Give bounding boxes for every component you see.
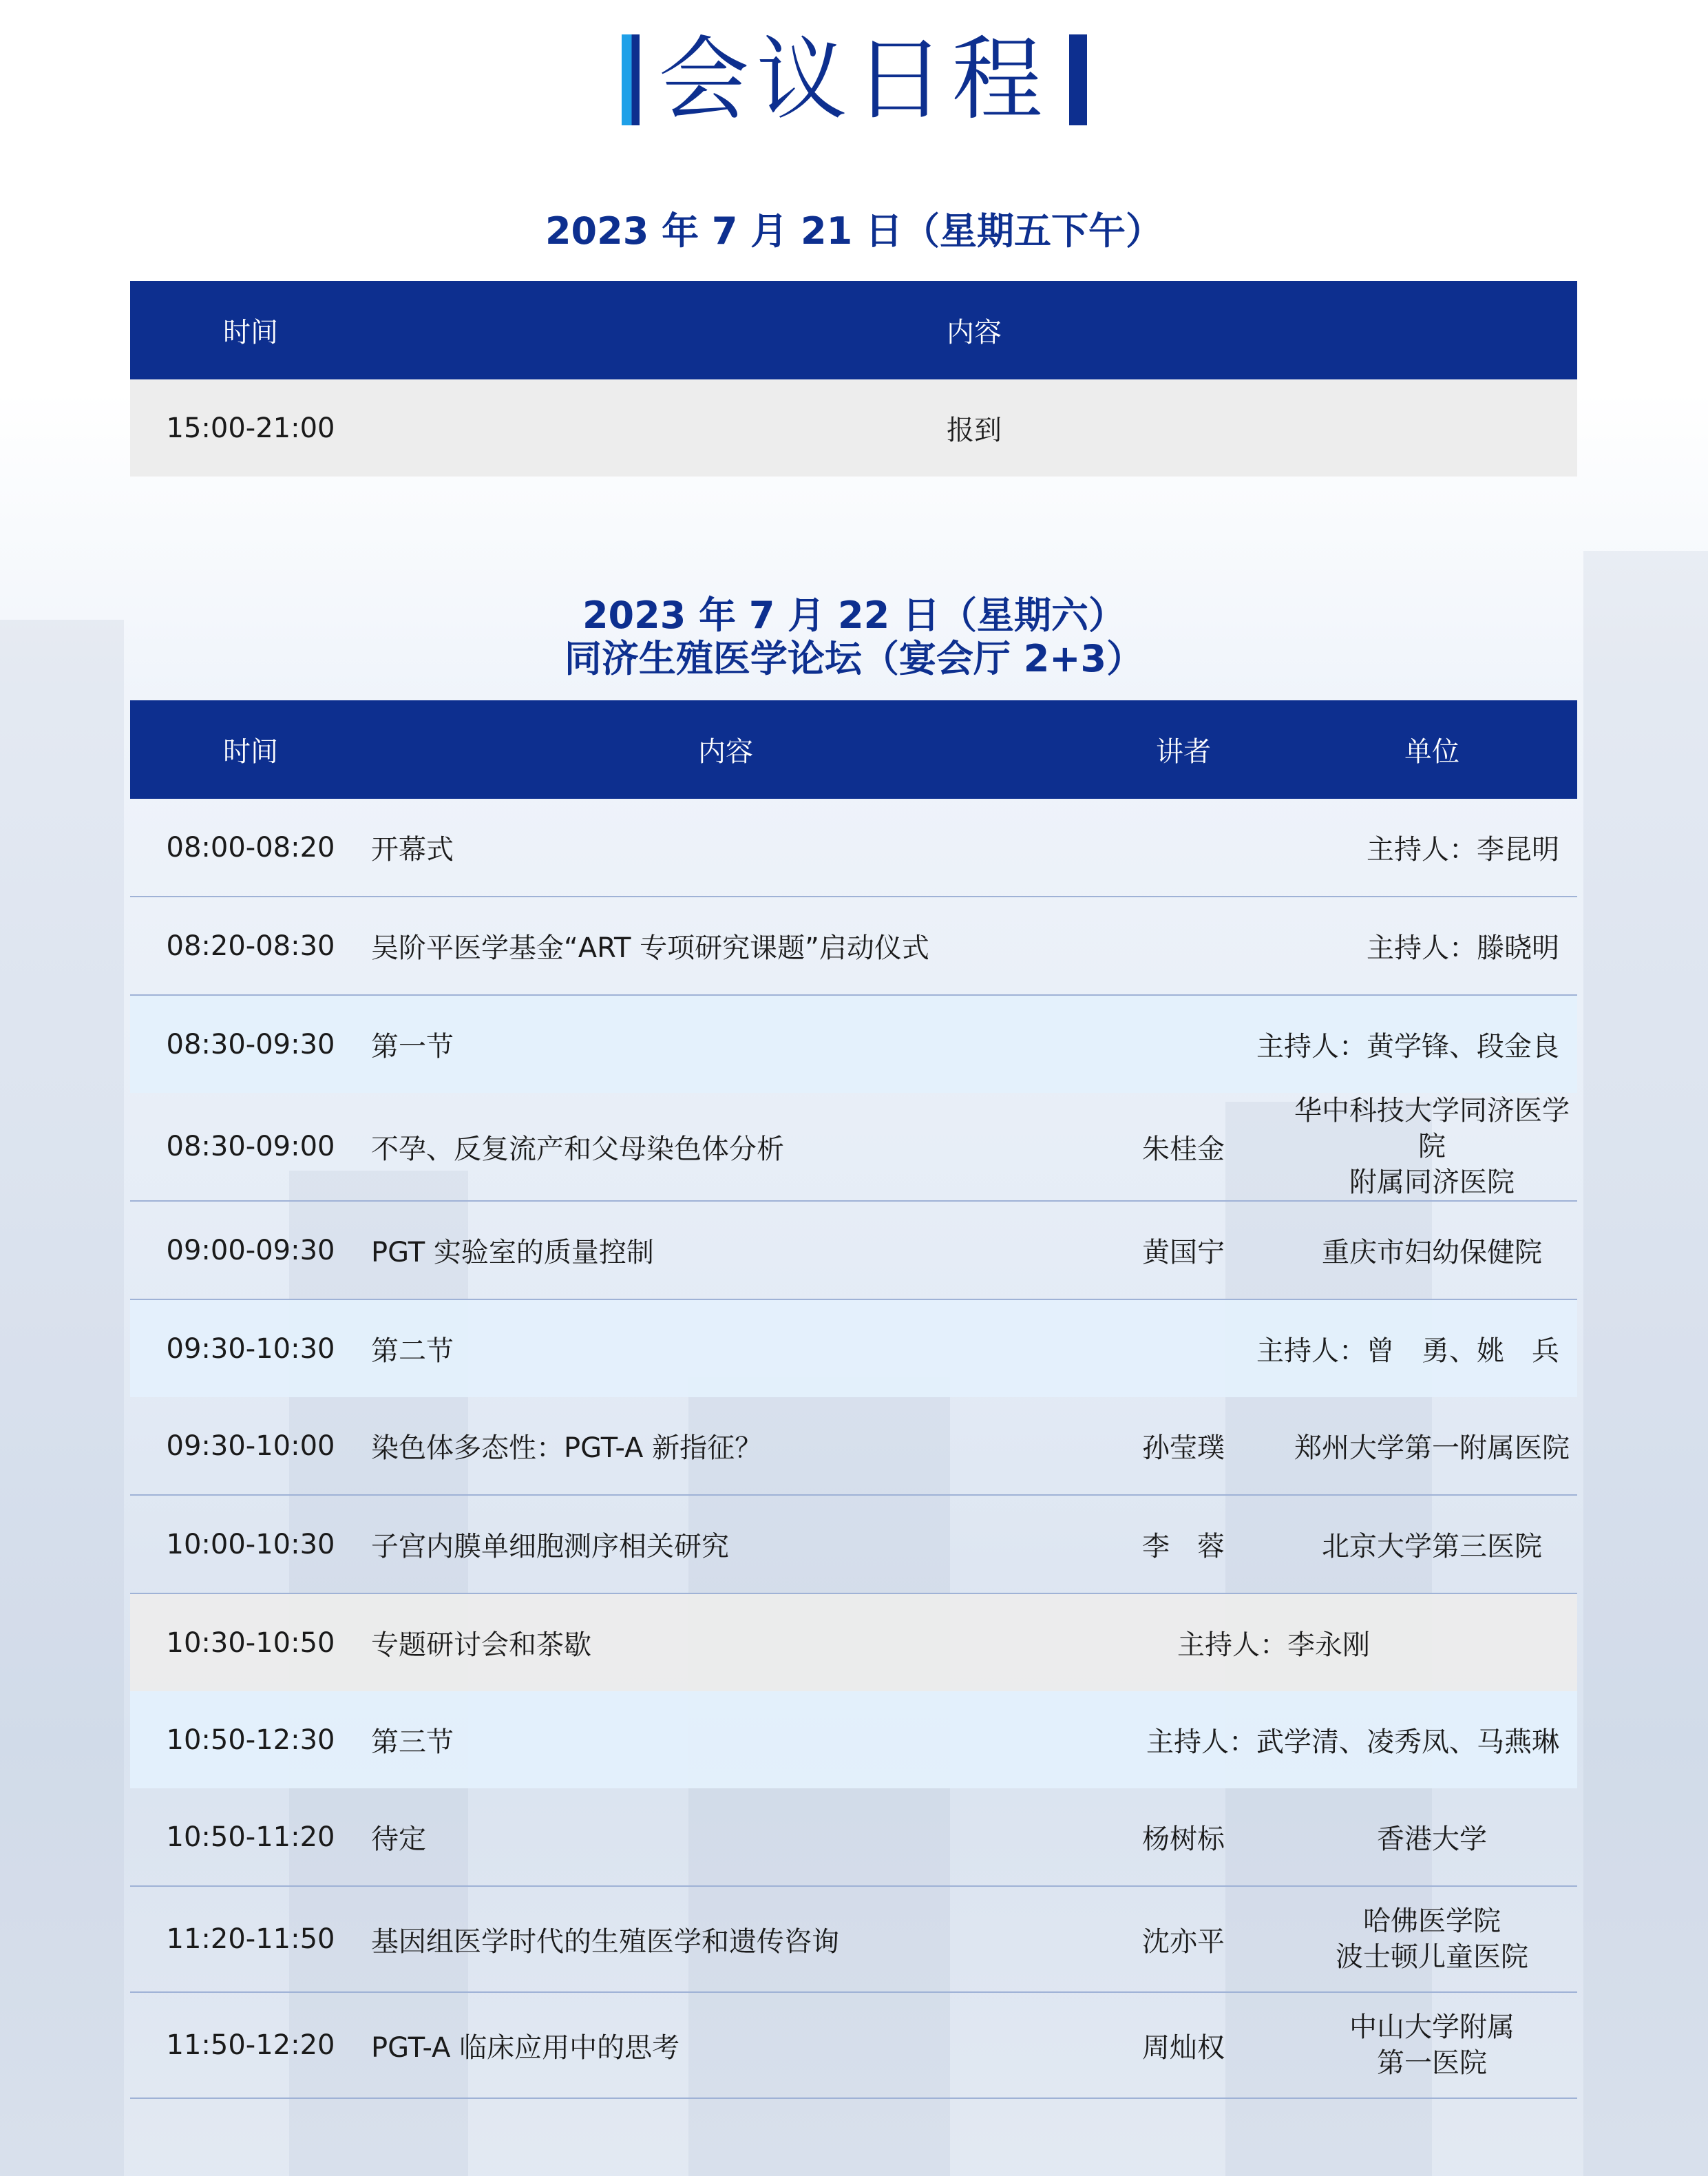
row-time: 10:30-10:50 [130,1593,371,1691]
row-time: 09:00-09:30 [130,1201,371,1299]
header-content: 内容 [371,281,1577,379]
row-unit: 郑州大学第一附属医院 [1287,1397,1577,1495]
row-speaker: 黄国宁 [1080,1201,1287,1299]
row-time: 10:00-10:30 [130,1495,371,1593]
table-row [130,1495,1577,1593]
row-content: PGT 实验室的质量控制 [371,1201,1080,1299]
row-content: 专题研讨会和茶歇 [371,1593,1080,1691]
row-content: 子宫内膜单细胞测序相关研究 [371,1495,1080,1593]
table-row [130,1201,1577,1299]
table-row [130,1992,1577,2098]
row-time: 10:50-12:30 [130,1691,371,1788]
row-unit: 香港大学 [1287,1788,1577,1886]
day2-subheading: 同济生殖医学论坛（宴会厅 2+3） [564,637,1144,680]
table-row [130,799,1577,897]
row-content: 开幕式 [371,799,1080,897]
row-unit [1287,1886,1577,1992]
row-time: 09:30-10:00 [130,1397,371,1495]
row-content: 染色体多态性：PGT-A 新指征？ [371,1397,1080,1495]
row-speaker: 李 蓉 [1080,1495,1287,1593]
section-row [130,995,1577,1093]
title-right-bar [1069,34,1087,125]
table-row [130,1397,1577,1495]
row-unit [1287,1093,1577,1201]
row-content: 第三节 [371,1691,1080,1788]
row-unit-line2: 第一医院 [1377,2047,1487,2079]
row-time: 08:20-08:30 [130,897,371,995]
row-content: 第二节 [371,1299,1080,1397]
row-content: 待定 [371,1788,1080,1886]
row-time: 11:50-12:20 [130,1992,371,2098]
row-content: PGT-A 临床应用中的思考 [371,1992,1080,2098]
row-unit-line2: 波士顿儿童医院 [1336,1941,1528,1973]
row-time: 15:00-21:00 [130,379,371,477]
table-row [130,379,1577,477]
page-title-text: 会议日程 [658,27,1050,133]
title-left-bar [622,34,640,125]
row-speaker: 沈亦平 [1080,1886,1287,1992]
day1-header-row [130,281,1577,379]
day2-header-row [130,700,1577,799]
table-row [130,1093,1577,1201]
row-content: 基因组医学时代的生殖医学和遗传咨询 [371,1886,1080,1992]
row-unit: 北京大学第三医院 [1287,1495,1577,1593]
row-host: 主持人：滕晓明 [1080,897,1577,995]
day1-table [130,281,1577,477]
header-time: 时间 [130,281,371,379]
day1-heading: 2023 年 7 月 21 日（星期五下午） [545,209,1163,253]
row-unit-line1: 华中科技大学同济医学院 [1294,1095,1570,1162]
row-time: 08:00-08:20 [130,799,371,897]
header-speaker: 讲者 [1080,700,1287,799]
day2-heading: 2023 年 7 月 22 日（星期六） [582,594,1126,637]
row-speaker: 杨树标 [1080,1788,1287,1886]
row-speaker: 孙莹璞 [1080,1397,1287,1495]
section-row [130,1299,1577,1397]
header-content: 内容 [371,700,1080,799]
row-speaker: 周灿权 [1080,1992,1287,2098]
day2-table [130,700,1577,2099]
table-row [130,897,1577,995]
row-content: 第一节 [371,995,1080,1093]
row-time: 11:20-11:50 [130,1886,371,1992]
row-time: 08:30-09:00 [130,1093,371,1201]
row-content: 报到 [371,379,1577,477]
row-host: 主持人：曾 勇、姚 兵 [1080,1299,1577,1397]
row-host: 主持人：武学清、凌秀凤、马燕琳 [1080,1691,1577,1788]
row-unit: 重庆市妇幼保健院 [1287,1201,1577,1299]
row-content: 吴阶平医学基金“ART 专项研究课题”启动仪式 [371,897,1080,995]
row-time: 08:30-09:30 [130,995,371,1093]
row-unit [1287,1992,1577,2098]
table-row [130,1886,1577,1992]
page-title [0,27,1708,133]
row-time: 10:50-11:20 [130,1788,371,1886]
row-unit-line2: 附属同济医院 [1349,1167,1515,1198]
row-host: 主持人：黄学锋、段金良 [1080,995,1577,1093]
row-host: 主持人：李昆明 [1080,799,1577,897]
row-content: 不孕、反复流产和父母染色体分析 [371,1093,1080,1201]
row-speaker: 朱桂金 [1080,1093,1287,1201]
section-row [130,1691,1577,1788]
row-time: 09:30-10:30 [130,1299,371,1397]
row-unit-line1: 中山大学附属 [1349,2011,1515,2043]
table-row [130,1788,1577,1886]
row-unit-line1: 哈佛医学院 [1363,1905,1501,1937]
header-unit: 单位 [1287,700,1577,799]
break-row [130,1593,1577,1691]
header-time: 时间 [130,700,371,799]
row-host: 主持人：李永刚 [1080,1593,1577,1691]
